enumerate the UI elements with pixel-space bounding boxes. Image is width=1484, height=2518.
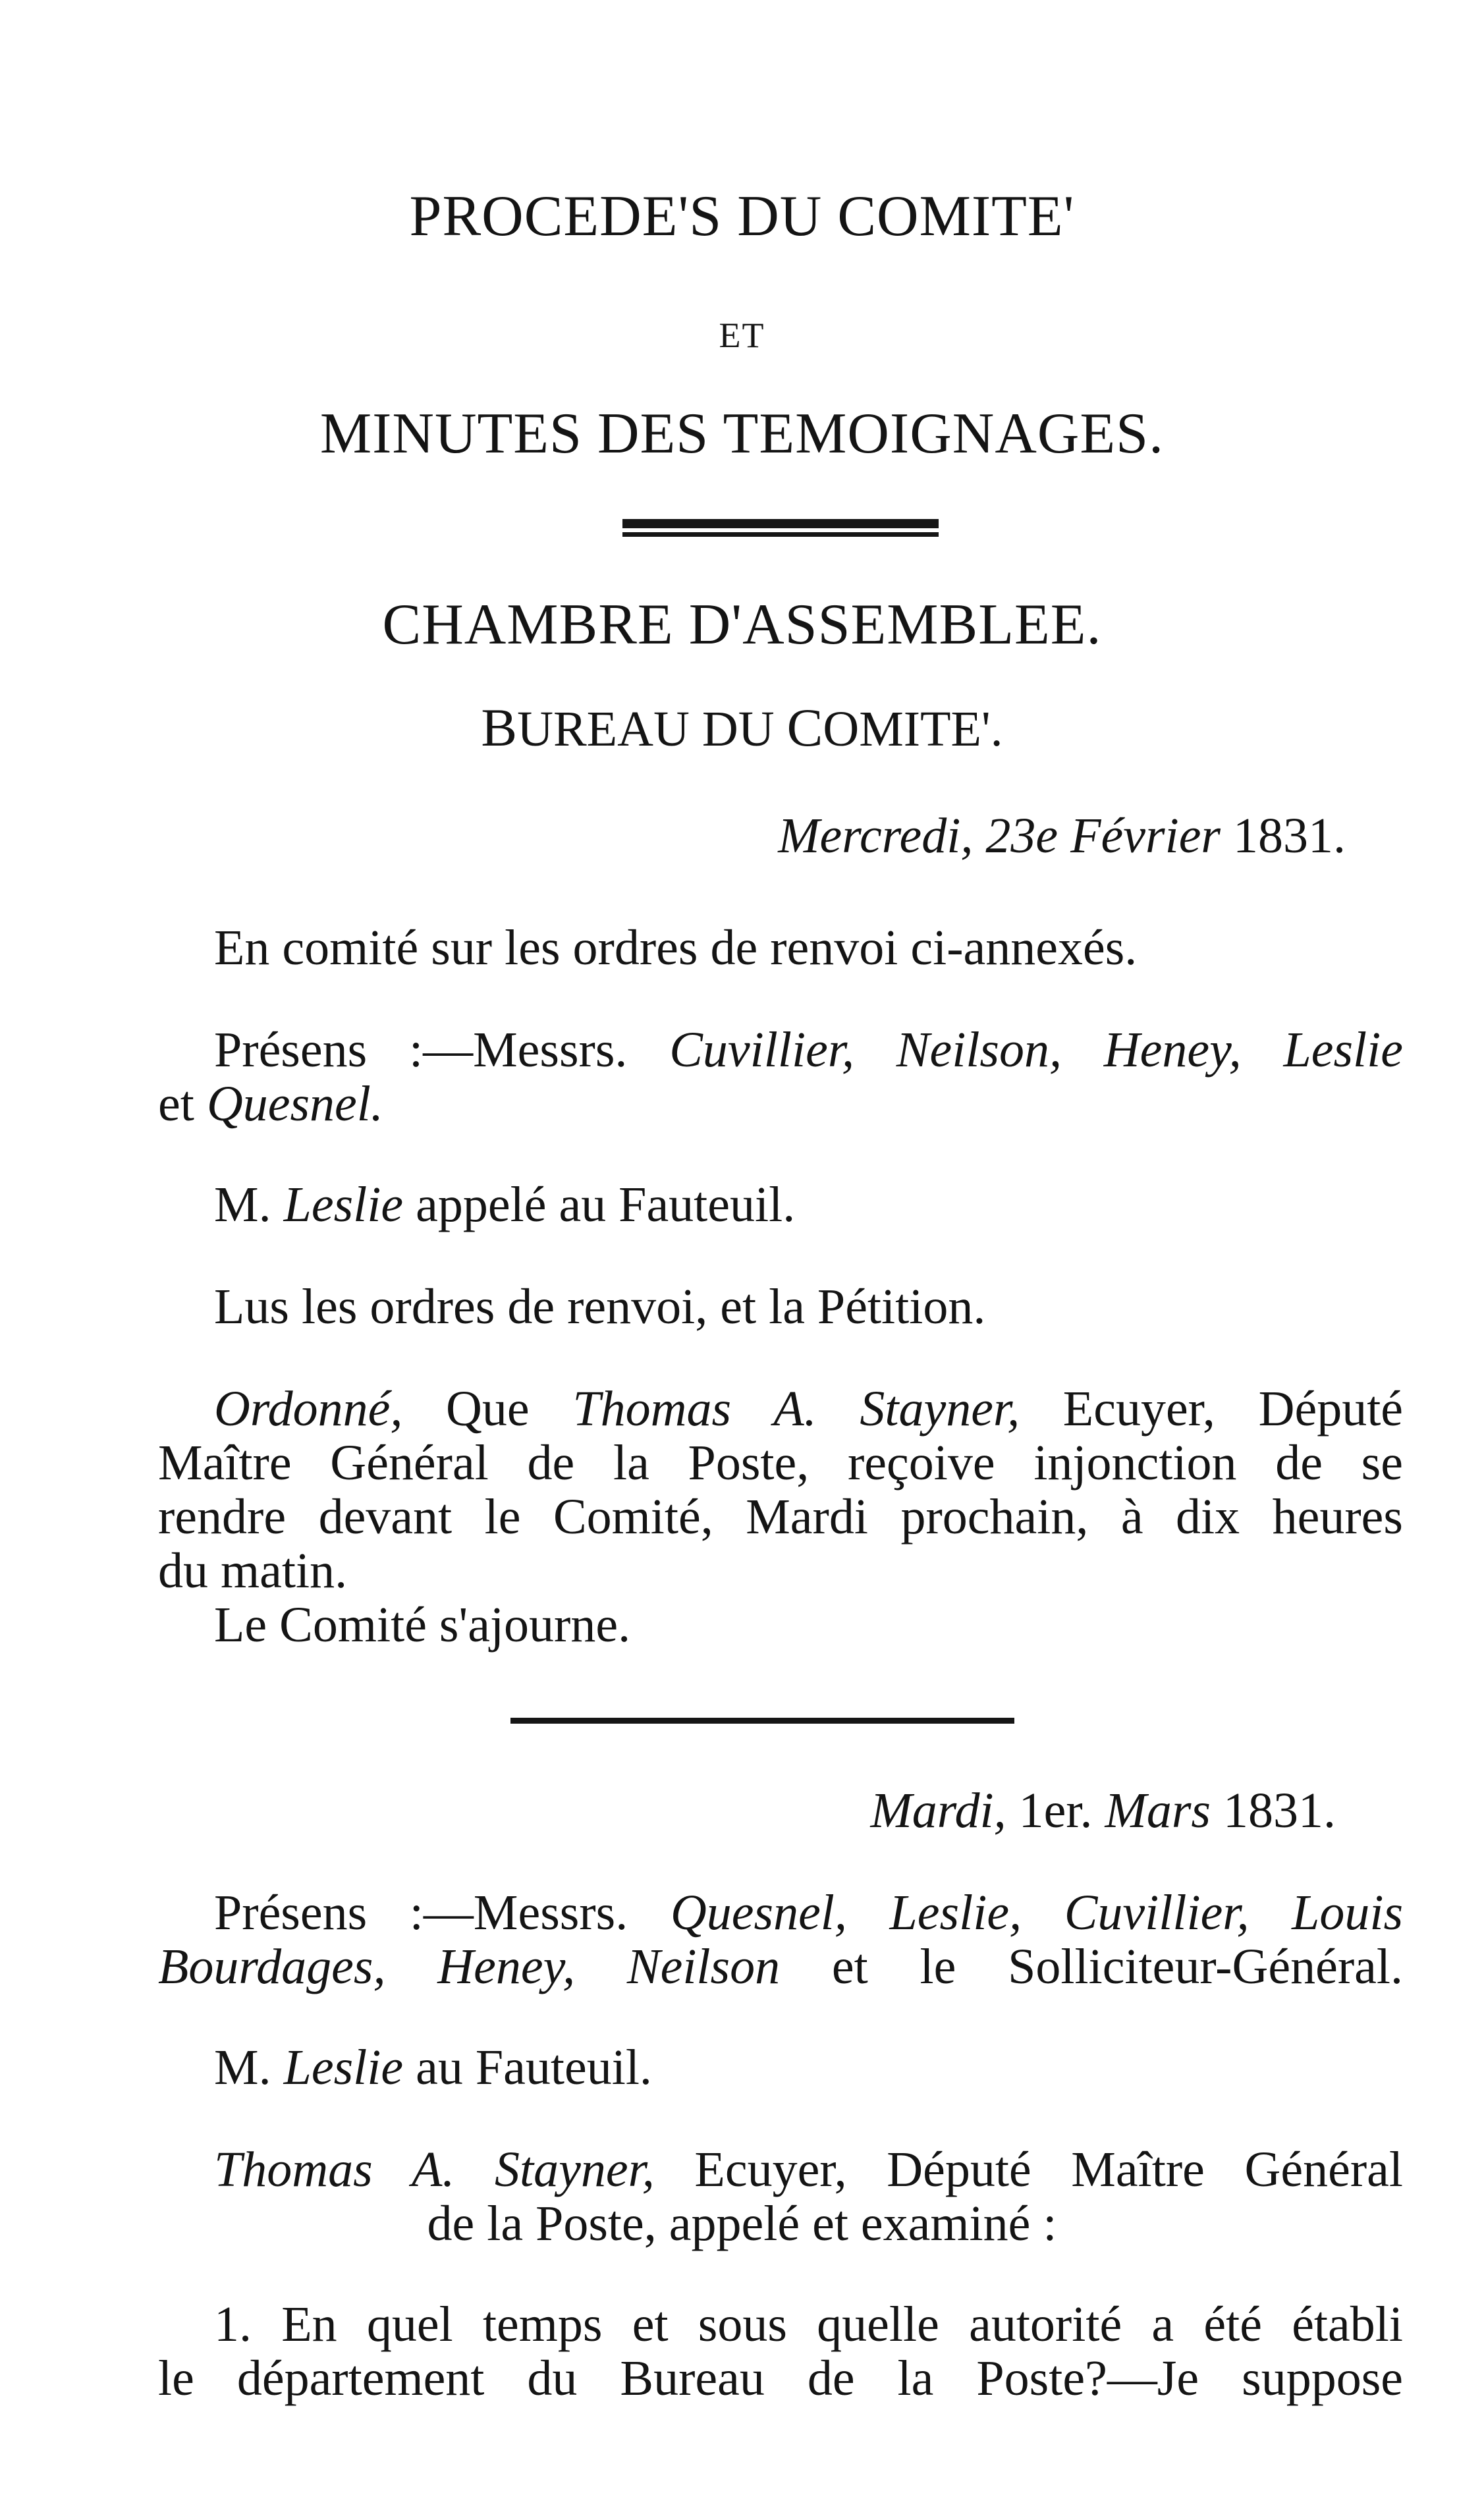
adjournment-statement: Le Comité s'ajourne. — [214, 1597, 631, 1653]
chair-statement-2: M. Leslie au Fauteuil. — [214, 2040, 652, 2095]
session-1-date: Mercredi, 23e Février 1831. — [778, 808, 1346, 863]
order-line-4: du matin. — [158, 1543, 348, 1599]
attendees-2-line-2: Bourdages, Heney, Neilson et le Solliciteur-Général. — [158, 1939, 1403, 1994]
committee-statement: En comité sur les ordres de renvoi ci-annexés. — [214, 920, 1138, 975]
session-2-date: Mardi, 1er. Mars 1831. — [870, 1783, 1336, 1838]
order-line-3: rendre devant le Comité, Mardi prochain, à dix heures — [158, 1489, 1403, 1545]
bureau-subheading: BUREAU DU COMITE'. — [481, 698, 1003, 757]
witness-line-2: de la Poste, appelé et examiné : — [427, 2196, 1057, 2251]
section-divider — [510, 1718, 1014, 1724]
question-1-line-2: le département du Bureau de la Poste?—Je suppose — [158, 2351, 1403, 2406]
question-1-line-1: 1. En quel temps et sous quelle autorité a été établi — [214, 2297, 1403, 2352]
chamber-heading: CHAMBRE D'ASSEMBLEE. — [382, 593, 1102, 657]
attendees-line-2: et Quesnel. — [158, 1076, 383, 1132]
attendees-line-1: Présens :—Messrs. Cuvillier, Neilson, Heney, Leslie — [214, 1022, 1404, 1078]
title-line-2: MINUTES DES TEMOIGNAGES. — [319, 402, 1165, 466]
chair-statement-1: M. Leslie appelé au Fauteuil. — [214, 1177, 796, 1232]
double-rule-divider — [622, 519, 939, 537]
referral-read-statement: Lus les ordres de renvoi, et la Pétition. — [214, 1279, 986, 1334]
order-line-2: Maître Général de la Poste, reçoive injonction de se — [158, 1435, 1403, 1491]
attendees-2-line-1: Présens :—Messrs. Quesnel, Leslie, Cuvillier, Louis — [214, 1885, 1404, 1940]
witness-line-1: Thomas A. Stayner, Ecuyer, Député Maître Général — [214, 2142, 1404, 2197]
title-conjunction: ET — [719, 315, 765, 355]
title-line-1: PROCEDE'S DU COMITE' — [409, 184, 1075, 248]
order-line-1: Ordonné, Que Thomas A. Stayner, Ecuyer, Député — [214, 1381, 1404, 1437]
